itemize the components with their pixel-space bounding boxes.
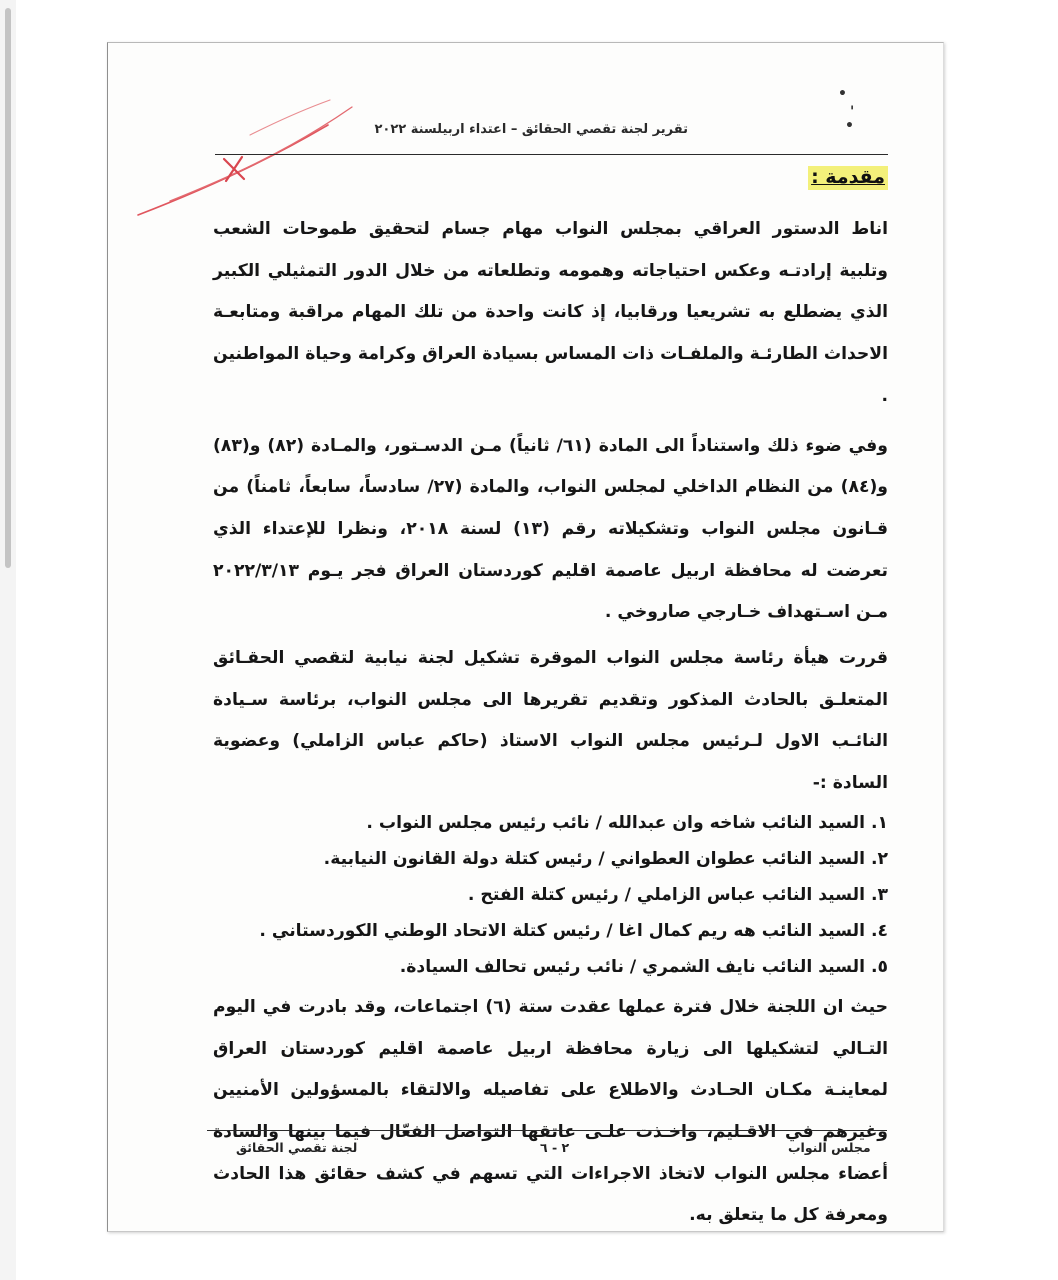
list-item: ١. السيد النائب شاخه وان عبدالله / نائب رئيس مجلس النواب . — [366, 812, 888, 833]
stray-ink-mark: • — [838, 86, 847, 102]
paragraph-intro: اناط الدستور العراقي بمجلس النواب مهام جسام لتحقيق طموحات الشعب وتلبية إرادتـه وعكس احتياجاته وهمومه وتطلعاته من خلال الدور التمثيلي الكبير الذي يضطلع به تشريعيا ورقابيا، إذ كانت واحدة من تلك المهام مراقبة ومتابعـة الاحداث الطارئـة والملفـات ذات المساس بسيادة العراق وكرامة وحياة المواطنين . — [213, 219, 888, 406]
paragraph-committee-formation: قررت هيأة رئاسة مجلس النواب الموقرة تشكيل لجنة نيابية لتقصي الحقـائق المتعلـق بالحادث المذكور وتقديم تقريرها الى مجلس النواب، برئاسة سـيادة النائـب الاول لـرئيس مجلس النواب الاستاذ (حاكم عباس الزاملي) وعضوية السادة :- — [213, 648, 888, 794]
section-title-text: مقدمة : — [808, 166, 888, 190]
list-item: ٥. السيد النائب نايف الشمري / نائب رئيس تحالف السيادة. — [399, 956, 888, 977]
list-item: ٣. السيد النائب عباس الزاملي / رئيس كتلة الفتح . — [467, 884, 888, 905]
list-item: ٤. السيد النائب هه ريم كمال اغا / رئيس كتلة الاتحاد الوطني الكوردستاني . — [259, 920, 888, 941]
list-item: ٢. السيد النائب عطوان العطواني / رئيس كتلة دولة القانون النيابية. — [323, 848, 888, 869]
header-rule — [215, 154, 888, 155]
scrollbar-thumb[interactable] — [5, 8, 11, 568]
stray-ink-mark: ' — [850, 104, 855, 120]
footer-institution: مجلس النواب — [788, 1140, 871, 1155]
paragraph-committee-work: حيث ان اللجنة خلال فترة عملها عقدت ستة (٦) اجتماعات، وقد بادرت في اليوم التـالي لتشكيلها الى زيارة محافظة اربيل عاصمة اقليم كوردستان العراق لمعاينـة مكـان الحـادث والاطلاع على تفاصيله والالتقاء بالمسؤولين الأمنيين وغيرهم في الاقـليم، واخـذت علـى عاتقها التواصل الفعّال فيما بينها والسادة أعضاء مجلس النواب لاتخاذ الاجراءات التي تسهم في كشف حقائق هذا الحادث ومعرفة كل ما يتعلق به. — [213, 996, 888, 1226]
committee-members-list — [213, 805, 888, 985]
pen-cross-b — [226, 157, 242, 181]
document-body — [213, 209, 888, 1237]
footer-rule — [207, 1130, 887, 1131]
window-scrollbar[interactable] — [0, 0, 16, 1280]
paragraph-legal-basis: وفي ضوء ذلك واستناداً الى المادة (٦١/ ثانياً) مـن الدسـتور، والمـادة (٨٢) و(٨٣) و(٨٤) من النظام الداخلي لمجلس النواب، والمادة (٢٧/ سادساً، سابعاً، ثامناً) من قـانون مجلس النواب وتشكيلاته رقم (١٣) لسنة ٢٠١٨، ونظرا للإعتداء الذي تعرضت له محافظة اربيل عاصمة اقليم كوردستان العراق فجر يـوم ٢٠٢٢/٣/١٣ مـن اسـتهداف خـارجي صاروخي . — [213, 435, 889, 623]
footer-committee-name: لجنة تقصي الحقائق — [236, 1140, 358, 1155]
stray-ink-mark: • — [845, 118, 854, 134]
running-header: تقرير لجنة تقصي الحقائق – اعتداء اربيلسنة ٢٠٢٢ — [374, 122, 688, 137]
red-pen-strike-mark — [130, 95, 360, 225]
footer-page-number: ٢ - ٦ — [540, 1140, 570, 1155]
section-title — [808, 166, 888, 188]
